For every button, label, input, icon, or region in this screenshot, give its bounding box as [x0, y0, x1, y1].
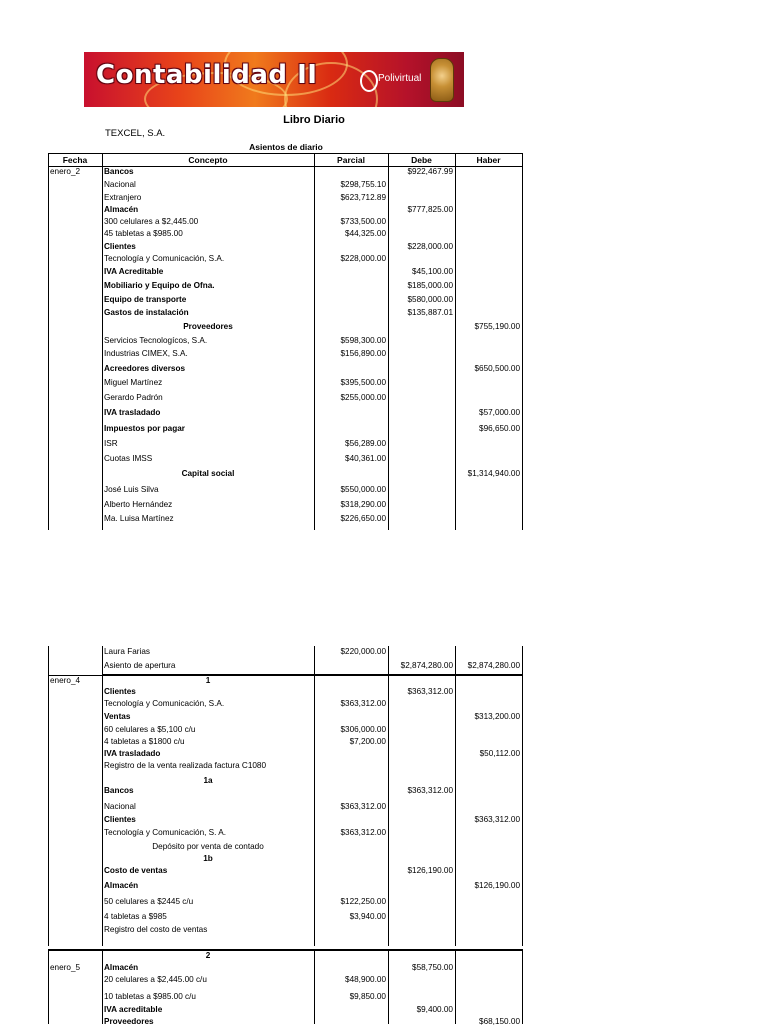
haber-cell: $313,200.00: [474, 712, 520, 721]
concept-cell: 1: [205, 676, 211, 685]
concept-cell: Almacén: [104, 881, 139, 890]
column-divider: [522, 153, 523, 530]
haber-cell: $650,500.00: [474, 364, 520, 373]
haber-cell: $68,150.00: [479, 1017, 520, 1026]
concept-cell: 1a: [203, 776, 213, 785]
concept-cell: José Luis Silva: [104, 485, 159, 494]
parcial-cell: $9,850.00: [349, 992, 386, 1001]
debe-cell: $58,750.00: [412, 963, 453, 972]
concept-cell: Ma. Luisa Martínez: [104, 514, 174, 523]
parcial-cell: $733,500.00: [340, 217, 386, 226]
concept-cell: 50 celulares a $2445 c/u: [104, 897, 194, 906]
column-divider: [48, 646, 49, 946]
column-divider: [102, 949, 103, 1024]
parcial-cell: $598,300.00: [340, 336, 386, 345]
parcial-cell: $44,325.00: [345, 229, 386, 238]
document-subtitle: Asientos de diario: [249, 142, 323, 152]
concept-cell: 45 tabletas a $985.00: [104, 229, 183, 238]
parcial-cell: $156,890.00: [340, 349, 386, 358]
concept-cell: Miguel Martínez: [104, 378, 163, 387]
concept-cell: Depósito por venta de contado: [152, 842, 264, 851]
debe-cell: $228,000.00: [407, 242, 453, 251]
concept-cell: Costo de ventas: [104, 866, 168, 875]
concept-cell: 1b: [203, 854, 213, 863]
concept-cell: 300 celulares a $2,445.00: [104, 217, 199, 226]
entry-separator: [48, 675, 522, 676]
column-header-parcial: Parcial: [337, 155, 365, 165]
debe-cell: $580,000.00: [407, 295, 453, 304]
haber-cell: $2,874,280.00: [467, 661, 520, 670]
concept-cell: Equipo de transporte: [104, 295, 187, 304]
debe-cell: $9,400.00: [416, 1005, 453, 1014]
debe-cell: $135,887.01: [407, 308, 453, 317]
concept-cell: Mobiliario y Equipo de Ofna.: [104, 281, 215, 290]
concept-cell: Impuestos por pagar: [104, 424, 185, 433]
column-header-concepto: Concepto: [188, 155, 228, 165]
concept-cell: Nacional: [104, 180, 136, 189]
debe-cell: $185,000.00: [407, 281, 453, 290]
concept-cell: IVA acreditable: [104, 1005, 163, 1014]
concept-cell: Laura Farias: [104, 647, 150, 656]
banner: [84, 52, 464, 107]
debe-cell: $126,190.00: [407, 866, 453, 875]
column-divider: [455, 949, 456, 1024]
concept-cell: Servicios Tecnologícos, S.A.: [104, 336, 208, 345]
concept-cell: IVA trasladado: [104, 408, 161, 417]
concept-cell: 2: [205, 951, 211, 960]
concept-cell: Registro de la venta realizada factura C1080: [104, 761, 267, 770]
haber-cell: $50,112.00: [479, 749, 520, 758]
concept-cell: Bancos: [104, 167, 134, 176]
haber-cell: $755,190.00: [474, 322, 520, 331]
concept-cell: 4 tabletas a $1800 c/u: [104, 737, 185, 746]
date-cell: enero_2: [50, 167, 81, 176]
debe-cell: $777,825.00: [407, 205, 453, 214]
ipn-seal-icon: [430, 58, 454, 102]
concept-cell: Asiento de apertura: [104, 661, 176, 670]
column-divider: [455, 646, 456, 946]
concept-cell: Registro del costo de ventas: [104, 925, 208, 934]
concept-cell: Almacén: [104, 205, 139, 214]
concept-cell: 60 celulares a $5,100 c/u: [104, 725, 196, 734]
document-title: Libro Diario: [283, 114, 345, 126]
debe-cell: $922,467.99: [407, 167, 453, 176]
concept-cell: Clientes: [104, 687, 136, 696]
haber-cell: $1,314,940.00: [467, 469, 520, 478]
date-cell: enero_5: [50, 963, 81, 972]
parcial-cell: $220,000.00: [340, 647, 386, 656]
concept-cell: Capital social: [181, 469, 235, 478]
parcial-cell: $363,312.00: [340, 828, 386, 837]
parcial-cell: $550,000.00: [340, 485, 386, 494]
parcial-cell: $122,250.00: [340, 897, 386, 906]
debe-cell: $2,874,280.00: [400, 661, 453, 670]
concept-cell: Tecnología y Comunicación, S.A.: [104, 699, 225, 708]
parcial-cell: $255,000.00: [340, 393, 386, 402]
polivirtual-logo: [360, 68, 422, 90]
concept-cell: Extranjero: [104, 193, 142, 202]
parcial-cell: $56,289.00: [345, 439, 386, 448]
concept-cell: Ventas: [104, 712, 131, 721]
column-divider: [522, 949, 523, 1024]
concept-cell: Clientes: [104, 242, 136, 251]
column-divider: [522, 646, 523, 946]
section-top-border: [48, 949, 522, 951]
concept-cell: Industrias CIMEX, S.A.: [104, 349, 188, 358]
polivirtual-ring-icon: [360, 70, 378, 92]
parcial-cell: $363,312.00: [340, 699, 386, 708]
haber-cell: $363,312.00: [474, 815, 520, 824]
parcial-cell: $226,650.00: [340, 514, 386, 523]
polivirtual-label: Polivirtual: [378, 73, 422, 84]
company-name: TEXCEL, S.A.: [105, 128, 166, 139]
concept-cell: IVA Acreditable: [104, 267, 164, 276]
concept-cell: 4 tabletas a $985: [104, 912, 167, 921]
column-header-debe: Debe: [411, 155, 432, 165]
banner-title: Contabilidad II: [96, 60, 318, 90]
debe-cell: $363,312.00: [407, 687, 453, 696]
concept-cell: 20 celulares a $2,445.00 c/u: [104, 975, 207, 984]
concept-cell: Proveedores: [104, 1017, 154, 1026]
concept-cell: Tecnología y Comunicación, S.A.: [104, 254, 225, 263]
parcial-cell: $298,755.10: [340, 180, 386, 189]
parcial-cell: $7,200.00: [349, 737, 386, 746]
column-divider: [48, 153, 49, 530]
concept-cell: Cuotas IMSS: [104, 454, 153, 463]
debe-cell: $363,312.00: [407, 786, 453, 795]
header-top-border: [48, 153, 522, 154]
concept-cell: IVA trasladado: [104, 749, 161, 758]
parcial-cell: $623,712.89: [340, 193, 386, 202]
parcial-cell: $40,361.00: [345, 454, 386, 463]
parcial-cell: $3,940.00: [349, 912, 386, 921]
haber-cell: $96,650.00: [479, 424, 520, 433]
debe-cell: $45,100.00: [412, 267, 453, 276]
concept-cell: Almacén: [104, 963, 139, 972]
concept-cell: Nacional: [104, 802, 136, 811]
concept-cell: Gerardo Padrón: [104, 393, 163, 402]
parcial-cell: $48,900.00: [345, 975, 386, 984]
column-header-haber: Haber: [476, 155, 501, 165]
concept-cell: Clientes: [104, 815, 136, 824]
concept-cell: Alberto Hernández: [104, 500, 173, 509]
concept-cell: Tecnología y Comunicación, S. A.: [104, 828, 226, 837]
parcial-cell: $228,000.00: [340, 254, 386, 263]
column-divider: [48, 949, 49, 1024]
concept-cell: ISR: [104, 439, 118, 448]
haber-cell: $57,000.00: [479, 408, 520, 417]
concept-cell: Acreedores diversos: [104, 364, 186, 373]
parcial-cell: $306,000.00: [340, 725, 386, 734]
date-cell: enero_4: [50, 676, 81, 685]
column-header-fecha: Fecha: [62, 155, 88, 165]
column-divider: [102, 646, 103, 946]
parcial-cell: $363,312.00: [340, 802, 386, 811]
concept-cell: Proveedores: [183, 322, 233, 331]
concept-cell: Bancos: [104, 786, 134, 795]
concept-cell: Gastos de instalación: [104, 308, 189, 317]
parcial-cell: $395,500.00: [340, 378, 386, 387]
column-divider: [314, 949, 315, 1024]
haber-cell: $126,190.00: [474, 881, 520, 890]
concept-cell: 10 tabletas a $985.00 c/u: [104, 992, 196, 1001]
parcial-cell: $318,290.00: [340, 500, 386, 509]
